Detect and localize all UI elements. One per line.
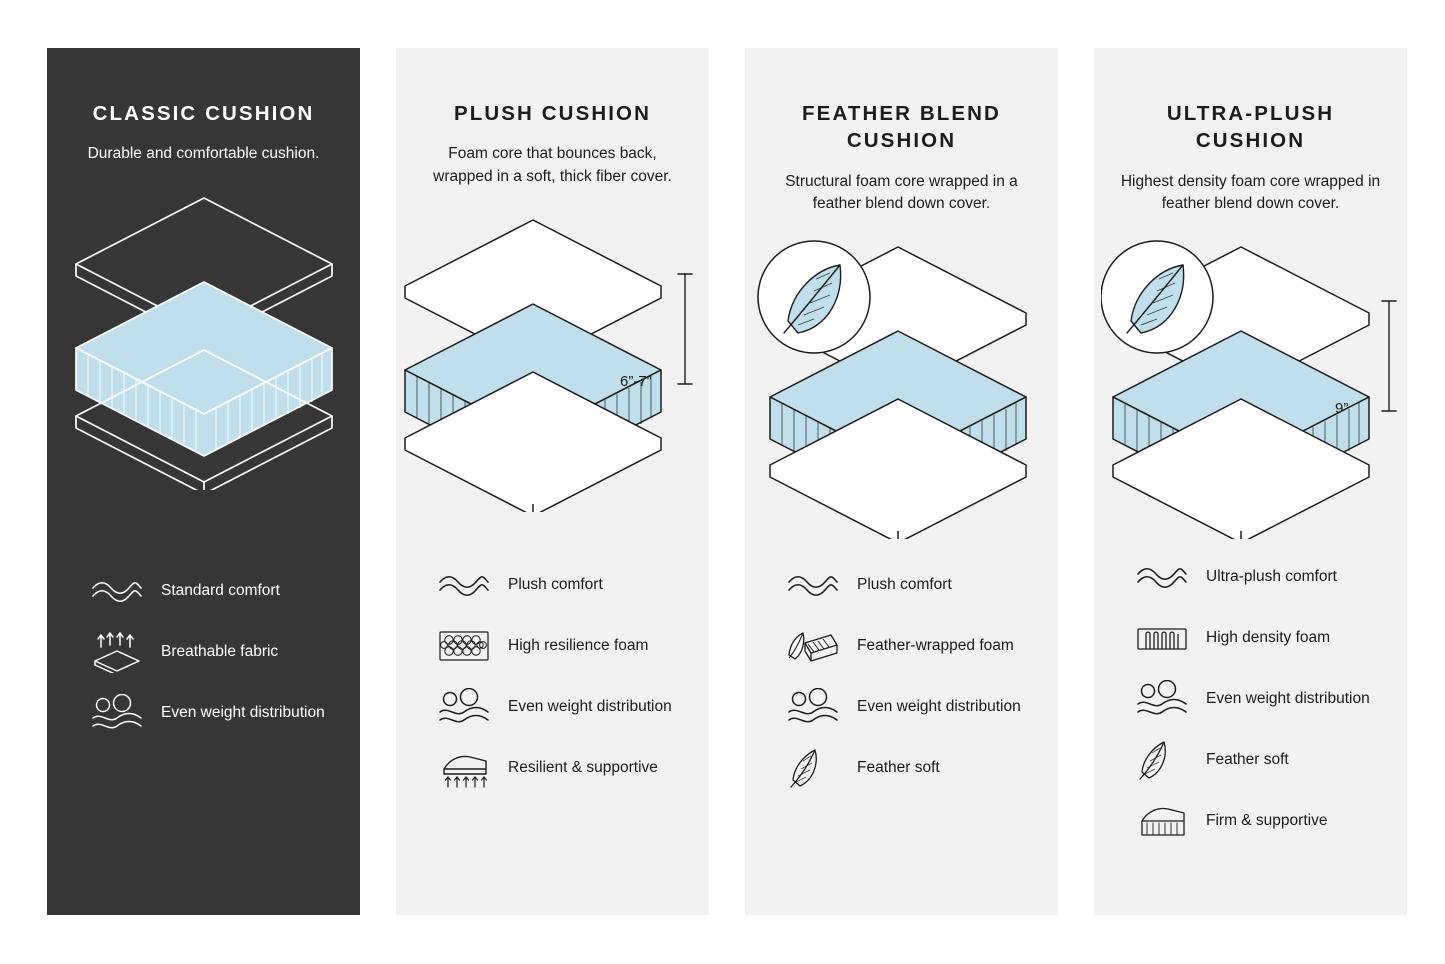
- wave-comfort-icon: [785, 572, 847, 598]
- feature-label: Standard comfort: [161, 582, 280, 600]
- feather-icon: [785, 746, 847, 790]
- even-weight-icon: [436, 688, 498, 726]
- foam-core-layer: [76, 282, 332, 456]
- card-title: ULTRA-PLUSH CUSHION: [1166, 102, 1335, 153]
- feature-list: [436, 560, 687, 804]
- honeycomb-foam-icon: [436, 626, 498, 666]
- card-description: Structural foam core wrapped in a feather blend down cover.: [785, 172, 1018, 212]
- feature-label: Resilient & supportive: [508, 759, 658, 777]
- feature-label: Even weight distribution: [508, 698, 672, 716]
- dimension-label: 6”-7”: [620, 373, 652, 391]
- feature-label: Even weight distribution: [161, 704, 325, 722]
- feather-icon: [1134, 738, 1196, 782]
- feature-label: High density foam: [1206, 629, 1331, 647]
- cushion-exploded-diagram: [396, 212, 709, 542]
- card-classic-cushion[interactable]: [47, 48, 360, 915]
- feature-item: [785, 621, 1036, 671]
- feature-label: Plush comfort: [857, 576, 952, 594]
- feature-item: [1134, 735, 1385, 785]
- feather-wrapped-foam-icon: [785, 625, 847, 667]
- even-weight-icon: [1134, 680, 1196, 718]
- feature-item: [89, 688, 338, 738]
- feature-item: [436, 560, 687, 610]
- feature-label: Feather soft: [1206, 751, 1289, 769]
- feature-list: [89, 566, 338, 749]
- feature-label: Feather soft: [857, 759, 940, 777]
- card-ultra-plush-cushion[interactable]: [1094, 48, 1407, 915]
- feature-item: [436, 682, 687, 732]
- feature-label: Breathable fabric: [161, 643, 279, 661]
- card-feather-blend-cushion[interactable]: [745, 48, 1058, 915]
- feather-badge: [758, 241, 870, 353]
- feature-item: [89, 566, 338, 616]
- card-description: Foam core that bounces back, wrapped in a soft, thick fiber cover.: [433, 145, 672, 185]
- feature-label: Even weight distribution: [857, 698, 1021, 716]
- feature-list: [1134, 552, 1385, 857]
- cushion-cards-row: [47, 48, 1407, 915]
- resilient-support-icon: [436, 747, 498, 789]
- feature-label: Plush comfort: [508, 576, 603, 594]
- card-title: CLASSIC CUSHION: [92, 102, 315, 125]
- feature-item: [436, 743, 687, 793]
- dimension-bracket: [1382, 301, 1396, 411]
- cushion-exploded-diagram: [745, 239, 1058, 569]
- feather-badge: [1101, 241, 1213, 353]
- feature-item: [1134, 613, 1385, 663]
- feature-item: [1134, 552, 1385, 602]
- even-weight-icon: [785, 688, 847, 726]
- feature-label: Feather-wrapped foam: [857, 637, 1014, 655]
- feature-item: [436, 621, 687, 671]
- dimension-label: 9”: [1335, 400, 1349, 418]
- feature-item: [89, 627, 338, 677]
- card-title: PLUSH CUSHION: [453, 102, 651, 125]
- card-description: Highest density foam core wrapped in feather blend down cover.: [1120, 172, 1381, 212]
- wave-comfort-icon: [436, 572, 498, 598]
- high-density-foam-icon: [1134, 621, 1196, 655]
- card-description: Durable and comfortable cushion.: [87, 145, 320, 163]
- feature-label: Firm & supportive: [1206, 812, 1328, 830]
- dimension-bracket: [678, 274, 692, 384]
- cushion-exploded-diagram: [1094, 239, 1407, 569]
- feature-label: Even weight distribution: [1206, 690, 1370, 708]
- cushion-exploded-diagram: [47, 190, 360, 520]
- wave-comfort-icon: [89, 578, 151, 604]
- even-weight-icon: [89, 694, 151, 732]
- feature-label: High resilience foam: [508, 637, 649, 655]
- card-plush-cushion[interactable]: [396, 48, 709, 915]
- feature-label: Ultra-plush comfort: [1206, 568, 1337, 586]
- card-title: FEATHER BLEND CUSHION: [802, 102, 1001, 153]
- feature-item: [1134, 674, 1385, 724]
- feature-list: [785, 560, 1036, 804]
- firm-support-icon: [1134, 801, 1196, 841]
- wave-comfort-icon: [1134, 564, 1196, 590]
- feature-item: [785, 743, 1036, 793]
- feature-item: [785, 682, 1036, 732]
- feature-item: [785, 560, 1036, 610]
- breathable-fabric-icon: [89, 631, 151, 673]
- feature-item: [1134, 796, 1385, 846]
